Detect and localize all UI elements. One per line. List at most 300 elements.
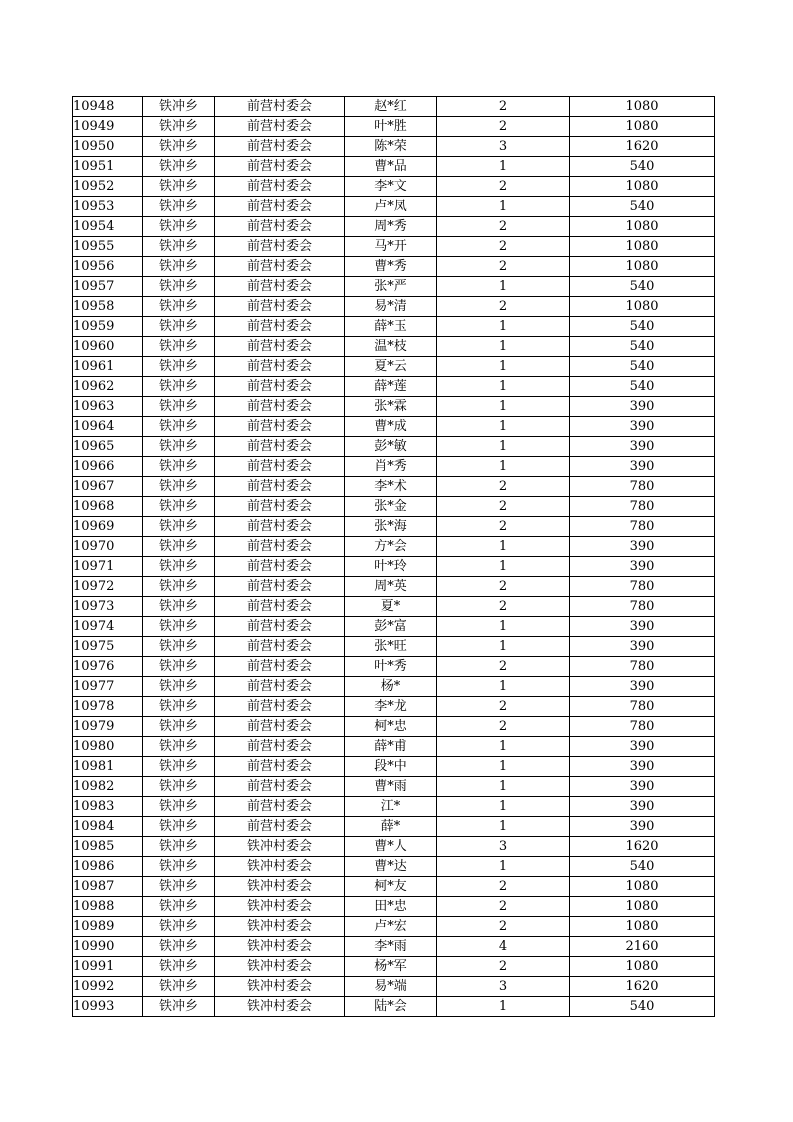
record-id-cell: 10970 — [73, 537, 143, 557]
name-cell: 彭*敏 — [345, 437, 437, 457]
village-committee-cell: 前营村委会 — [215, 717, 345, 737]
amount-cell: 1080 — [570, 117, 715, 137]
village-committee-cell: 前营村委会 — [215, 237, 345, 257]
amount-cell: 390 — [570, 557, 715, 577]
township-cell: 铁冲乡 — [143, 437, 215, 457]
township-cell: 铁冲乡 — [143, 897, 215, 917]
amount-cell: 1080 — [570, 917, 715, 937]
persons-cell: 2 — [437, 177, 570, 197]
name-cell: 曹*成 — [345, 417, 437, 437]
record-id-cell: 10961 — [73, 357, 143, 377]
township-cell: 铁冲乡 — [143, 137, 215, 157]
amount-cell: 780 — [570, 577, 715, 597]
township-cell: 铁冲乡 — [143, 177, 215, 197]
amount-cell: 390 — [570, 777, 715, 797]
name-cell: 温*枝 — [345, 337, 437, 357]
table-row — [73, 157, 715, 177]
amount-cell: 780 — [570, 517, 715, 537]
township-cell: 铁冲乡 — [143, 257, 215, 277]
amount-cell: 780 — [570, 597, 715, 617]
township-cell: 铁冲乡 — [143, 917, 215, 937]
village-committee-cell: 前营村委会 — [215, 117, 345, 137]
township-cell: 铁冲乡 — [143, 297, 215, 317]
table-row — [73, 837, 715, 857]
amount-cell: 540 — [570, 337, 715, 357]
persons-cell: 2 — [437, 297, 570, 317]
village-committee-cell: 前营村委会 — [215, 417, 345, 437]
persons-cell: 1 — [437, 197, 570, 217]
amount-cell: 1080 — [570, 177, 715, 197]
persons-cell: 1 — [437, 397, 570, 417]
village-committee-cell: 前营村委会 — [215, 257, 345, 277]
township-cell: 铁冲乡 — [143, 557, 215, 577]
name-cell: 曹*达 — [345, 857, 437, 877]
record-id-cell: 10957 — [73, 277, 143, 297]
township-cell: 铁冲乡 — [143, 97, 215, 117]
township-cell: 铁冲乡 — [143, 317, 215, 337]
village-committee-cell: 前营村委会 — [215, 737, 345, 757]
persons-cell: 4 — [437, 937, 570, 957]
village-committee-cell: 前营村委会 — [215, 457, 345, 477]
name-cell: 薛* — [345, 817, 437, 837]
table-row — [73, 557, 715, 577]
name-cell: 杨* — [345, 677, 437, 697]
village-committee-cell: 前营村委会 — [215, 657, 345, 677]
persons-cell: 1 — [437, 737, 570, 757]
table-row — [73, 697, 715, 717]
township-cell: 铁冲乡 — [143, 197, 215, 217]
persons-cell: 2 — [437, 717, 570, 737]
persons-cell: 1 — [437, 317, 570, 337]
table-row — [73, 517, 715, 537]
record-id-cell: 10984 — [73, 817, 143, 837]
persons-cell: 2 — [437, 497, 570, 517]
table-row — [73, 997, 715, 1017]
township-cell: 铁冲乡 — [143, 737, 215, 757]
table-row — [73, 377, 715, 397]
village-committee-cell: 前营村委会 — [215, 377, 345, 397]
table-row — [73, 777, 715, 797]
persons-cell: 2 — [437, 657, 570, 677]
village-committee-cell: 前营村委会 — [215, 817, 345, 837]
township-cell: 铁冲乡 — [143, 397, 215, 417]
amount-cell: 540 — [570, 857, 715, 877]
township-cell: 铁冲乡 — [143, 677, 215, 697]
village-committee-cell: 前营村委会 — [215, 497, 345, 517]
name-cell: 卢*宏 — [345, 917, 437, 937]
record-id-cell: 10979 — [73, 717, 143, 737]
persons-cell: 2 — [437, 217, 570, 237]
record-id-cell: 10990 — [73, 937, 143, 957]
name-cell: 江* — [345, 797, 437, 817]
village-committee-cell: 前营村委会 — [215, 357, 345, 377]
table-row — [73, 957, 715, 977]
table-row — [73, 717, 715, 737]
record-id-cell: 10960 — [73, 337, 143, 357]
persons-cell: 2 — [437, 237, 570, 257]
persons-cell: 1 — [437, 157, 570, 177]
persons-cell: 1 — [437, 437, 570, 457]
record-id-cell: 10953 — [73, 197, 143, 217]
amount-cell: 390 — [570, 737, 715, 757]
township-cell: 铁冲乡 — [143, 837, 215, 857]
township-cell: 铁冲乡 — [143, 157, 215, 177]
table-row — [73, 977, 715, 997]
township-cell: 铁冲乡 — [143, 237, 215, 257]
table-row — [73, 737, 715, 757]
name-cell: 易*端 — [345, 977, 437, 997]
persons-cell: 1 — [437, 337, 570, 357]
amount-cell: 1080 — [570, 957, 715, 977]
name-cell: 田*忠 — [345, 897, 437, 917]
township-cell: 铁冲乡 — [143, 617, 215, 637]
persons-cell: 1 — [437, 757, 570, 777]
name-cell: 叶*玲 — [345, 557, 437, 577]
name-cell: 周*英 — [345, 577, 437, 597]
name-cell: 赵*红 — [345, 97, 437, 117]
name-cell: 张*霖 — [345, 397, 437, 417]
persons-cell: 3 — [437, 977, 570, 997]
name-cell: 薛*甫 — [345, 737, 437, 757]
amount-cell: 540 — [570, 997, 715, 1017]
amount-cell: 390 — [570, 797, 715, 817]
village-committee-cell: 前营村委会 — [215, 597, 345, 617]
township-cell: 铁冲乡 — [143, 337, 215, 357]
name-cell: 叶*秀 — [345, 657, 437, 677]
table-row — [73, 317, 715, 337]
name-cell: 薛*玉 — [345, 317, 437, 337]
table-row — [73, 177, 715, 197]
record-id-cell: 10965 — [73, 437, 143, 457]
village-committee-cell: 前营村委会 — [215, 197, 345, 217]
record-id-cell: 10962 — [73, 377, 143, 397]
persons-cell: 1 — [437, 557, 570, 577]
amount-cell: 780 — [570, 497, 715, 517]
township-cell: 铁冲乡 — [143, 757, 215, 777]
name-cell: 陆*会 — [345, 997, 437, 1017]
village-committee-cell: 前营村委会 — [215, 277, 345, 297]
village-committee-cell: 前营村委会 — [215, 177, 345, 197]
table-row — [73, 337, 715, 357]
record-id-cell: 10967 — [73, 477, 143, 497]
persons-cell: 2 — [437, 877, 570, 897]
amount-cell: 780 — [570, 477, 715, 497]
persons-cell: 2 — [437, 957, 570, 977]
record-id-cell: 10981 — [73, 757, 143, 777]
village-committee-cell: 前营村委会 — [215, 617, 345, 637]
table-row — [73, 137, 715, 157]
table-row — [73, 497, 715, 517]
table-row — [73, 117, 715, 137]
amount-cell: 1620 — [570, 977, 715, 997]
table-row — [73, 857, 715, 877]
amount-cell: 1080 — [570, 97, 715, 117]
record-id-cell: 10963 — [73, 397, 143, 417]
amount-cell: 540 — [570, 377, 715, 397]
township-cell: 铁冲乡 — [143, 417, 215, 437]
village-committee-cell: 铁冲村委会 — [215, 837, 345, 857]
record-id-cell: 10958 — [73, 297, 143, 317]
records-table-body — [73, 97, 715, 1017]
persons-cell: 1 — [437, 617, 570, 637]
record-id-cell: 10956 — [73, 257, 143, 277]
village-committee-cell: 前营村委会 — [215, 677, 345, 697]
table-row — [73, 197, 715, 217]
name-cell: 肖*秀 — [345, 457, 437, 477]
record-id-cell: 10987 — [73, 877, 143, 897]
name-cell: 张*金 — [345, 497, 437, 517]
persons-cell: 1 — [437, 537, 570, 557]
village-committee-cell: 前营村委会 — [215, 477, 345, 497]
village-committee-cell: 前营村委会 — [215, 317, 345, 337]
name-cell: 李*雨 — [345, 937, 437, 957]
village-committee-cell: 铁冲村委会 — [215, 997, 345, 1017]
table-row — [73, 877, 715, 897]
table-row — [73, 897, 715, 917]
persons-cell: 3 — [437, 137, 570, 157]
table-row — [73, 397, 715, 417]
name-cell: 夏* — [345, 597, 437, 617]
amount-cell: 1620 — [570, 837, 715, 857]
record-id-cell: 10977 — [73, 677, 143, 697]
village-committee-cell: 前营村委会 — [215, 777, 345, 797]
name-cell: 马*开 — [345, 237, 437, 257]
record-id-cell: 10973 — [73, 597, 143, 617]
persons-cell: 1 — [437, 817, 570, 837]
table-row — [73, 457, 715, 477]
village-committee-cell: 前营村委会 — [215, 397, 345, 417]
village-committee-cell: 铁冲村委会 — [215, 977, 345, 997]
record-id-cell: 10985 — [73, 837, 143, 857]
village-committee-cell: 前营村委会 — [215, 337, 345, 357]
table-row — [73, 97, 715, 117]
record-id-cell: 10968 — [73, 497, 143, 517]
township-cell: 铁冲乡 — [143, 217, 215, 237]
record-id-cell: 10955 — [73, 237, 143, 257]
township-cell: 铁冲乡 — [143, 497, 215, 517]
table-row — [73, 677, 715, 697]
township-cell: 铁冲乡 — [143, 777, 215, 797]
table-row — [73, 937, 715, 957]
record-id-cell: 10991 — [73, 957, 143, 977]
table-row — [73, 637, 715, 657]
persons-cell: 2 — [437, 477, 570, 497]
name-cell: 杨*军 — [345, 957, 437, 977]
name-cell: 曹*秀 — [345, 257, 437, 277]
amount-cell: 780 — [570, 657, 715, 677]
record-id-cell: 10959 — [73, 317, 143, 337]
amount-cell: 390 — [570, 537, 715, 557]
persons-cell: 2 — [437, 897, 570, 917]
village-committee-cell: 前营村委会 — [215, 137, 345, 157]
persons-cell: 1 — [437, 277, 570, 297]
record-id-cell: 10969 — [73, 517, 143, 537]
persons-cell: 1 — [437, 357, 570, 377]
township-cell: 铁冲乡 — [143, 657, 215, 677]
table-row — [73, 437, 715, 457]
amount-cell: 390 — [570, 757, 715, 777]
township-cell: 铁冲乡 — [143, 937, 215, 957]
persons-cell: 1 — [437, 857, 570, 877]
village-committee-cell: 前营村委会 — [215, 297, 345, 317]
records-table — [72, 96, 715, 1017]
village-committee-cell: 前营村委会 — [215, 637, 345, 657]
amount-cell: 390 — [570, 457, 715, 477]
name-cell: 张*严 — [345, 277, 437, 297]
record-id-cell: 10993 — [73, 997, 143, 1017]
table-row — [73, 537, 715, 557]
persons-cell: 2 — [437, 917, 570, 937]
persons-cell: 1 — [437, 417, 570, 437]
record-id-cell: 10949 — [73, 117, 143, 137]
name-cell: 薛*莲 — [345, 377, 437, 397]
village-committee-cell: 前营村委会 — [215, 517, 345, 537]
township-cell: 铁冲乡 — [143, 577, 215, 597]
table-row — [73, 357, 715, 377]
record-id-cell: 10989 — [73, 917, 143, 937]
table-row — [73, 417, 715, 437]
record-id-cell: 10972 — [73, 577, 143, 597]
amount-cell: 390 — [570, 617, 715, 637]
amount-cell: 1080 — [570, 877, 715, 897]
persons-cell: 2 — [437, 257, 570, 277]
name-cell: 方*会 — [345, 537, 437, 557]
village-committee-cell: 前营村委会 — [215, 577, 345, 597]
persons-cell: 1 — [437, 797, 570, 817]
record-id-cell: 10948 — [73, 97, 143, 117]
township-cell: 铁冲乡 — [143, 717, 215, 737]
table-row — [73, 477, 715, 497]
township-cell: 铁冲乡 — [143, 877, 215, 897]
record-id-cell: 10975 — [73, 637, 143, 657]
village-committee-cell: 前营村委会 — [215, 97, 345, 117]
table-row — [73, 617, 715, 637]
persons-cell: 1 — [437, 457, 570, 477]
table-row — [73, 237, 715, 257]
record-id-cell: 10982 — [73, 777, 143, 797]
township-cell: 铁冲乡 — [143, 977, 215, 997]
persons-cell: 2 — [437, 97, 570, 117]
persons-cell: 2 — [437, 597, 570, 617]
township-cell: 铁冲乡 — [143, 957, 215, 977]
persons-cell: 2 — [437, 517, 570, 537]
village-committee-cell: 前营村委会 — [215, 797, 345, 817]
record-id-cell: 10976 — [73, 657, 143, 677]
name-cell: 夏*云 — [345, 357, 437, 377]
village-committee-cell: 前营村委会 — [215, 757, 345, 777]
persons-cell: 2 — [437, 117, 570, 137]
record-id-cell: 10954 — [73, 217, 143, 237]
name-cell: 李*术 — [345, 477, 437, 497]
name-cell: 曹*雨 — [345, 777, 437, 797]
amount-cell: 540 — [570, 157, 715, 177]
village-committee-cell: 前营村委会 — [215, 157, 345, 177]
amount-cell: 390 — [570, 437, 715, 457]
name-cell: 陈*荣 — [345, 137, 437, 157]
township-cell: 铁冲乡 — [143, 797, 215, 817]
document-page — [72, 96, 714, 1017]
record-id-cell: 10974 — [73, 617, 143, 637]
township-cell: 铁冲乡 — [143, 377, 215, 397]
township-cell: 铁冲乡 — [143, 997, 215, 1017]
name-cell: 曹*品 — [345, 157, 437, 177]
persons-cell: 2 — [437, 577, 570, 597]
record-id-cell: 10952 — [73, 177, 143, 197]
name-cell: 叶*胜 — [345, 117, 437, 137]
name-cell: 曹*人 — [345, 837, 437, 857]
township-cell: 铁冲乡 — [143, 457, 215, 477]
village-committee-cell: 铁冲村委会 — [215, 917, 345, 937]
table-row — [73, 577, 715, 597]
village-committee-cell: 铁冲村委会 — [215, 877, 345, 897]
amount-cell: 390 — [570, 417, 715, 437]
name-cell: 李*龙 — [345, 697, 437, 717]
township-cell: 铁冲乡 — [143, 537, 215, 557]
record-id-cell: 10992 — [73, 977, 143, 997]
record-id-cell: 10986 — [73, 857, 143, 877]
amount-cell: 540 — [570, 357, 715, 377]
record-id-cell: 10964 — [73, 417, 143, 437]
table-row — [73, 297, 715, 317]
table-row — [73, 277, 715, 297]
township-cell: 铁冲乡 — [143, 697, 215, 717]
table-row — [73, 597, 715, 617]
amount-cell: 540 — [570, 317, 715, 337]
amount-cell: 1080 — [570, 237, 715, 257]
township-cell: 铁冲乡 — [143, 477, 215, 497]
name-cell: 张*海 — [345, 517, 437, 537]
amount-cell: 1620 — [570, 137, 715, 157]
village-committee-cell: 前营村委会 — [215, 557, 345, 577]
table-row — [73, 257, 715, 277]
record-id-cell: 10988 — [73, 897, 143, 917]
persons-cell: 1 — [437, 637, 570, 657]
amount-cell: 540 — [570, 277, 715, 297]
name-cell: 张*旺 — [345, 637, 437, 657]
amount-cell: 1080 — [570, 297, 715, 317]
record-id-cell: 10980 — [73, 737, 143, 757]
village-committee-cell: 铁冲村委会 — [215, 857, 345, 877]
village-committee-cell: 铁冲村委会 — [215, 897, 345, 917]
name-cell: 段*中 — [345, 757, 437, 777]
amount-cell: 390 — [570, 397, 715, 417]
amount-cell: 2160 — [570, 937, 715, 957]
record-id-cell: 10971 — [73, 557, 143, 577]
table-row — [73, 757, 715, 777]
table-row — [73, 917, 715, 937]
name-cell: 卢*凤 — [345, 197, 437, 217]
persons-cell: 2 — [437, 697, 570, 717]
record-id-cell: 10966 — [73, 457, 143, 477]
persons-cell: 3 — [437, 837, 570, 857]
township-cell: 铁冲乡 — [143, 117, 215, 137]
name-cell: 柯*忠 — [345, 717, 437, 737]
township-cell: 铁冲乡 — [143, 637, 215, 657]
amount-cell: 540 — [570, 197, 715, 217]
record-id-cell: 10950 — [73, 137, 143, 157]
persons-cell: 1 — [437, 997, 570, 1017]
village-committee-cell: 铁冲村委会 — [215, 937, 345, 957]
village-committee-cell: 铁冲村委会 — [215, 957, 345, 977]
table-row — [73, 217, 715, 237]
table-row — [73, 657, 715, 677]
township-cell: 铁冲乡 — [143, 357, 215, 377]
persons-cell: 1 — [437, 377, 570, 397]
persons-cell: 1 — [437, 777, 570, 797]
table-row — [73, 797, 715, 817]
record-id-cell: 10951 — [73, 157, 143, 177]
township-cell: 铁冲乡 — [143, 517, 215, 537]
